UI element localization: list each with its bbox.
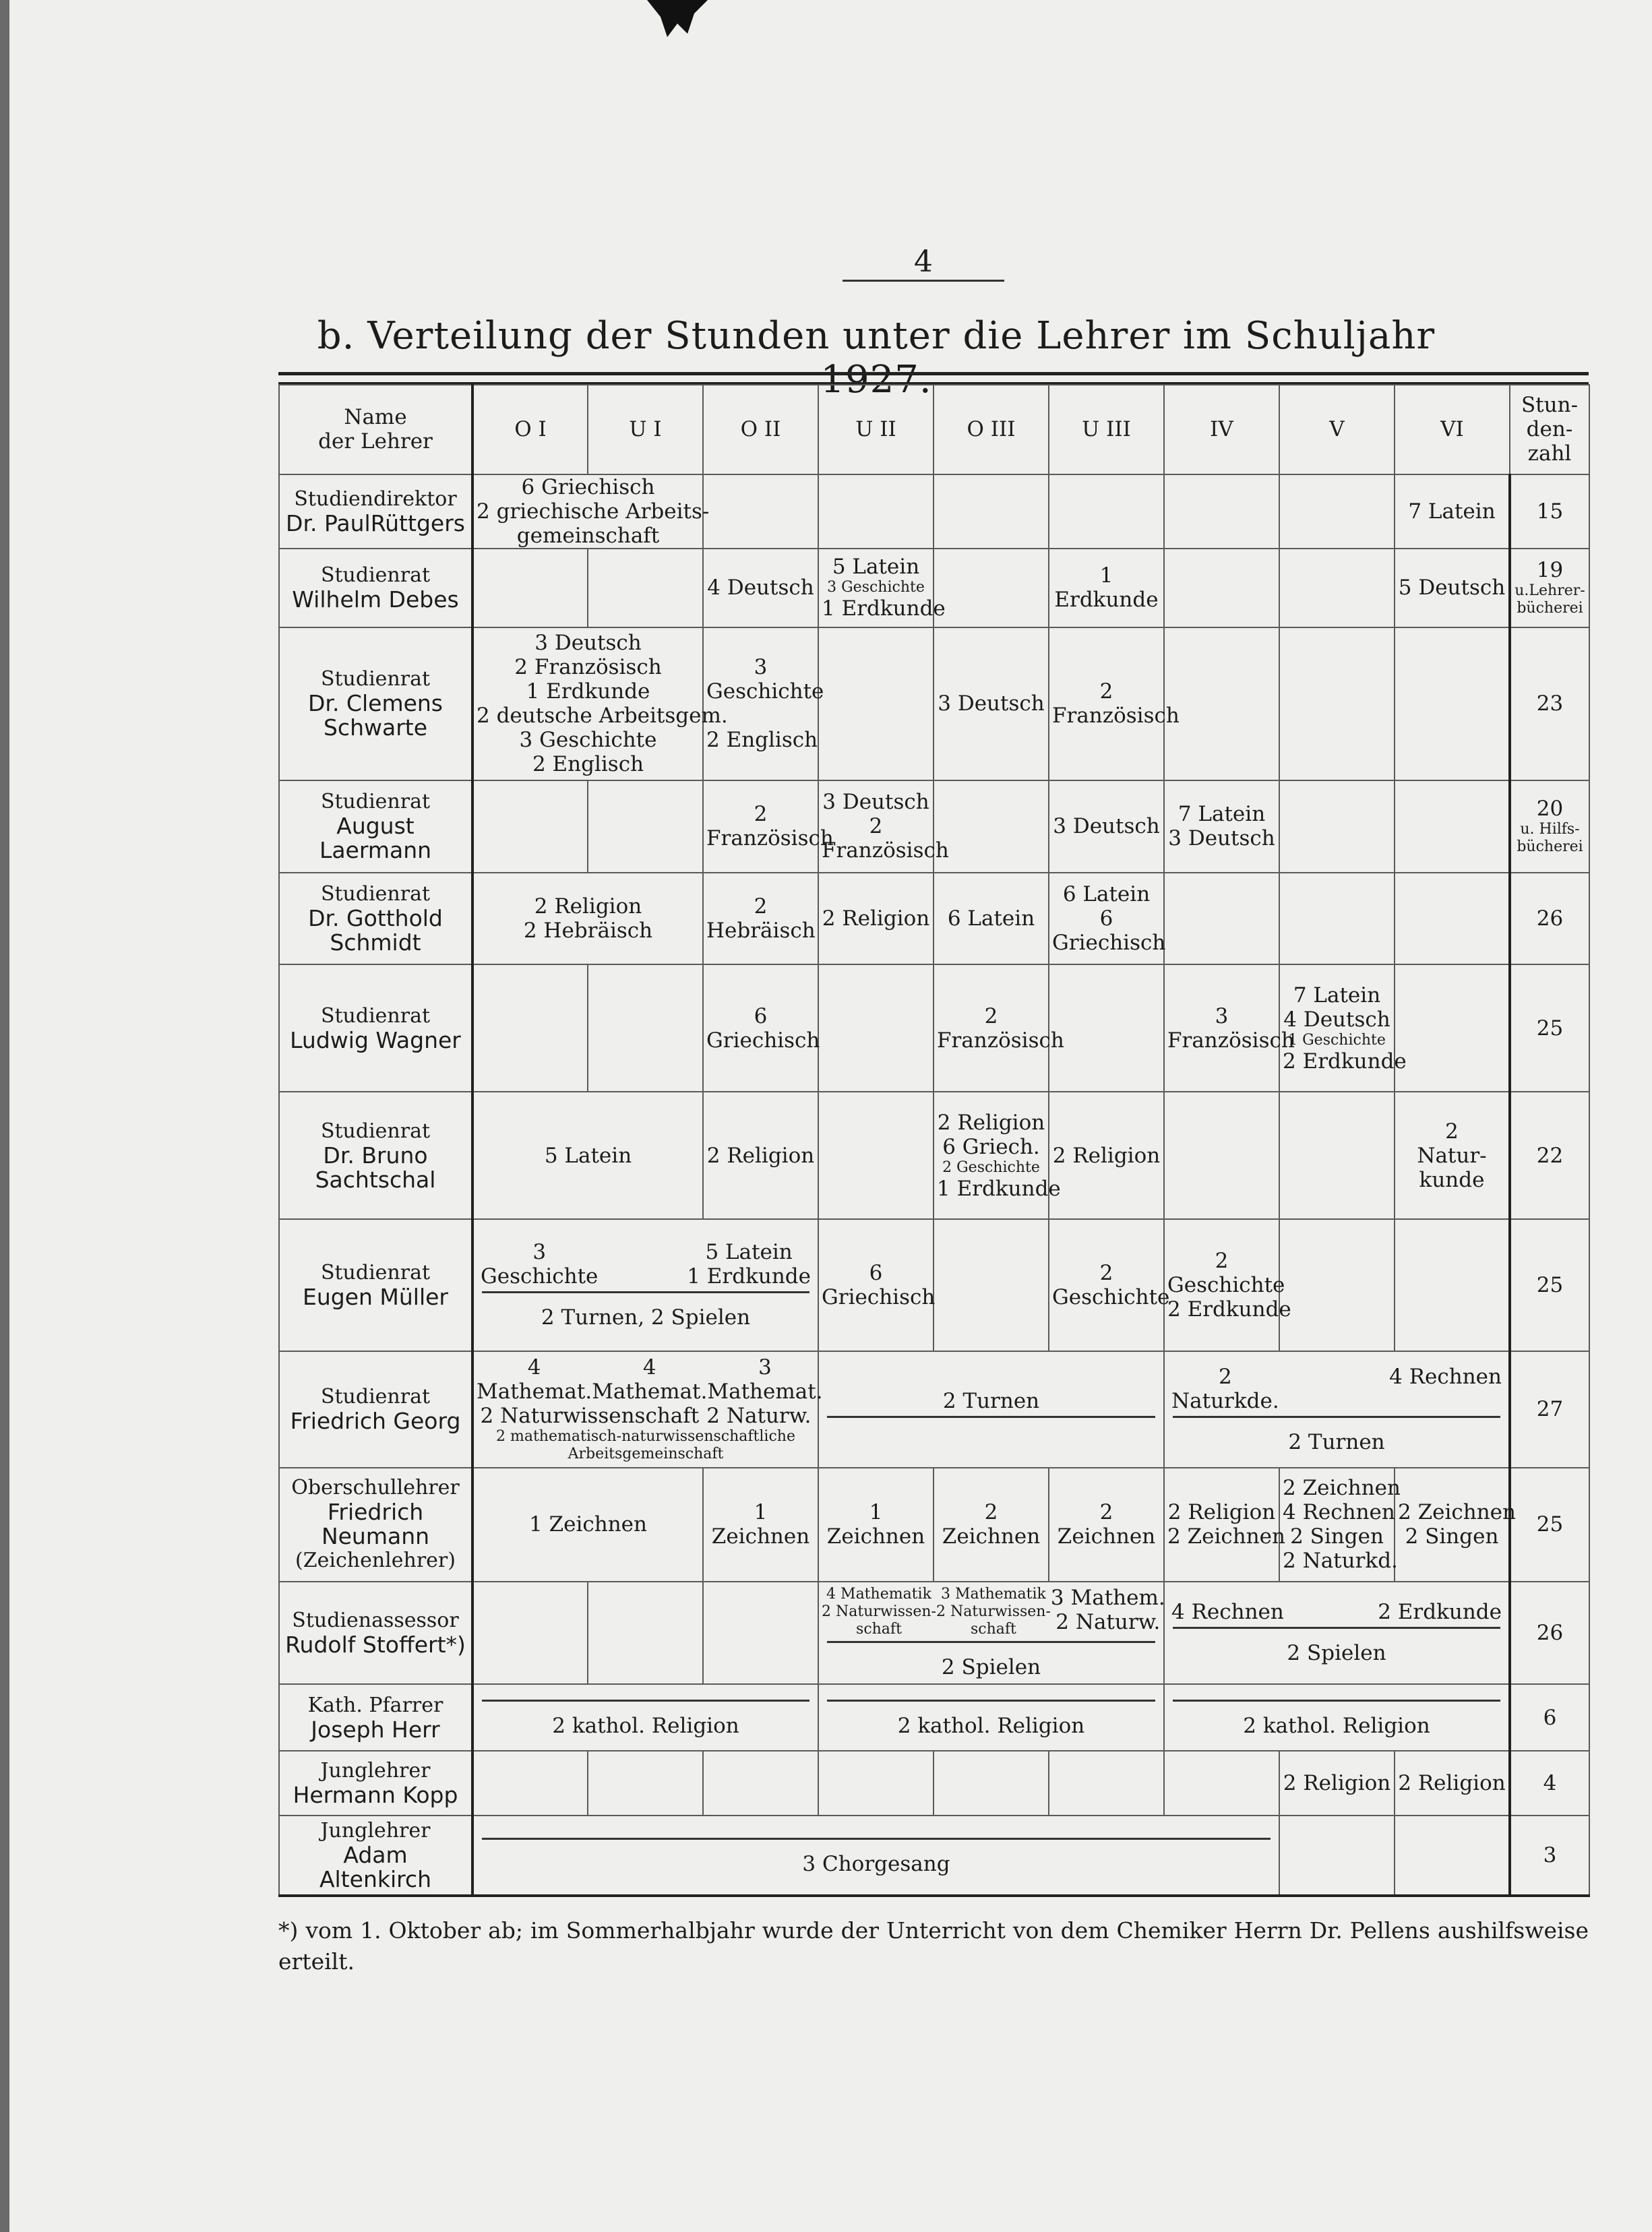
empty-cell [1279, 1219, 1395, 1351]
teacher-name-cell: Studienrat Dr. Clemens Schwarte [279, 627, 472, 780]
empty-cell [818, 964, 934, 1092]
empty-cell [1279, 1816, 1395, 1896]
empty-cell [1395, 873, 1510, 965]
empty-cell [588, 1582, 703, 1685]
empty-cell [472, 780, 588, 873]
bracket-line [1173, 1700, 1500, 1711]
lesson-cell: 1 Zeichnen [703, 1468, 818, 1582]
lesson-cell: 2 Französisch [934, 964, 1049, 1092]
teacher-name-cell: Kath. Pfarrer Joseph Herr [279, 1684, 472, 1750]
empty-cell [1049, 964, 1164, 1092]
bracket-line [827, 1700, 1155, 1711]
hours-total: 23 [1510, 627, 1589, 780]
bracket-line [827, 1416, 1155, 1427]
empty-cell [1395, 1816, 1510, 1896]
lesson-cell: 3 Geschichte 2 Englisch [703, 627, 818, 780]
bracket-line [1173, 1416, 1500, 1427]
lesson-cell: 6 Latein [934, 873, 1049, 965]
teacher-name-cell: Studienrat Dr. Gotthold Schmidt [279, 873, 472, 965]
teacher-name-cell: Studienrat Wilhelm Debes [279, 549, 472, 627]
lesson-cell: 2 Natur- kunde [1395, 1092, 1510, 1219]
lesson-cell: 2 Französisch [1049, 627, 1164, 780]
lesson-cell: 2 Religion [703, 1092, 818, 1219]
lesson-cell: 1 Zeichnen [472, 1468, 703, 1582]
teacher-row [279, 1219, 1589, 1351]
empty-cell [1279, 474, 1395, 549]
teacher-row [279, 1816, 1589, 1896]
hours-total: 26 [1510, 1582, 1589, 1685]
empty-cell [588, 1751, 703, 1816]
empty-cell [934, 1219, 1049, 1351]
lesson-cell: 1 Zeichnen [818, 1468, 934, 1582]
lesson-cell: 6 Latein 6 Griechisch [1049, 873, 1164, 965]
empty-cell [1164, 627, 1279, 780]
teacher-row [279, 627, 1589, 780]
header-name: Name der Lehrer [279, 385, 472, 474]
lesson-cell: 2 Religion 2 Zeichnen [1164, 1468, 1279, 1582]
teacher-name-cell: Studienassessor Rudolf Stoffert*) [279, 1582, 472, 1685]
empty-cell [588, 780, 703, 873]
empty-cell [1395, 780, 1510, 873]
bracket-line [482, 1291, 809, 1303]
header-class: O I [472, 385, 588, 474]
lesson-cell: 2 Religion [1395, 1751, 1510, 1816]
bracket-line [827, 1641, 1155, 1652]
empty-cell [1395, 1219, 1510, 1351]
header-class: V [1279, 385, 1395, 474]
teacher-name-cell: Oberschullehrer Friedrich Neumann (Zeichenlehrer) [279, 1468, 472, 1582]
lesson-cell: 3 Chorgesang [472, 1816, 1279, 1896]
lesson-cell: 3 Deutsch 2 Französisch [818, 780, 934, 873]
teacher-name-cell: Studienrat August Laermann [279, 780, 472, 873]
teacher-row [279, 1582, 1589, 1685]
lesson-cell: 3 Deutsch [934, 627, 1049, 780]
header-class: IV [1164, 385, 1279, 474]
empty-cell [1279, 627, 1395, 780]
lesson-cell: 2 Religion 6 Griech. 2 Geschichte 1 Erdkunde [934, 1092, 1049, 1219]
hours-total: 25 [1510, 1219, 1589, 1351]
teacher-row [279, 1351, 1589, 1468]
bracket-line [482, 1700, 809, 1711]
lesson-cell: 1 Erdkunde [1049, 549, 1164, 627]
top-double-rule [278, 372, 1589, 384]
hours-total: 22 [1510, 1092, 1589, 1219]
hours-total: 15 [1510, 474, 1589, 549]
lesson-cell: 7 Latein 4 Deutsch 1 Geschichte 2 Erdkunde [1279, 964, 1395, 1092]
teacher-name-cell: Studiendirektor Dr. PaulRüttgers [279, 474, 472, 549]
empty-cell [472, 1582, 588, 1685]
lesson-cell: 2 Turnen [818, 1351, 1164, 1468]
teacher-row [279, 1751, 1589, 1816]
empty-cell [588, 964, 703, 1092]
lesson-cell: 5 Latein 3 Geschichte 1 Erdkunde [818, 549, 934, 627]
lesson-cell: 4 Mathemat. 4 Mathemat. 3 Mathemat. 2 Naturwissenschaft 2 Naturw. 2 mathematisch-naturwissenschaftliche Arbeitsgemeinschaft [472, 1351, 818, 1468]
teacher-name-cell: Studienrat Friedrich Georg [279, 1351, 472, 1468]
empty-cell [818, 1092, 934, 1219]
empty-cell [703, 1751, 818, 1816]
empty-cell [1164, 873, 1279, 965]
lesson-cell: 2 Zeichnen 4 Rechnen 2 Singen 2 Naturkd. [1279, 1468, 1395, 1582]
empty-cell [934, 780, 1049, 873]
hours-total: 25 [1510, 1468, 1589, 1582]
empty-cell [1279, 549, 1395, 627]
empty-cell [934, 1751, 1049, 1816]
empty-cell [1164, 474, 1279, 549]
empty-cell [1049, 1751, 1164, 1816]
lesson-cell: 5 Latein [472, 1092, 703, 1219]
lesson-cell: 5 Deutsch [1395, 549, 1510, 627]
empty-cell [1279, 873, 1395, 965]
lesson-cell: 2 Religion [1279, 1751, 1395, 1816]
lesson-cell: 2 Zeichnen [934, 1468, 1049, 1582]
bracket-line [1173, 1627, 1500, 1638]
hours-total: 20 u. Hilfs- bücherei [1510, 780, 1589, 873]
lesson-cell: 6 Griechisch [818, 1219, 934, 1351]
lesson-cell: 3 Französisch [1164, 964, 1279, 1092]
lesson-cell: 4 Mathematik 2 Naturwissen- schaft 3 Mathematik 2 Naturwissen- schaft 3 Mathem. 2 Naturw. 2 Spielen [818, 1582, 1164, 1685]
lesson-cell: 2 Naturkde. 4 Rechnen 2 Turnen [1164, 1351, 1510, 1468]
teacher-row [279, 1684, 1589, 1750]
teacher-row [279, 780, 1589, 873]
hours-total: 25 [1510, 964, 1589, 1092]
empty-cell [1049, 474, 1164, 549]
lesson-cell: 2 Zeichnen 2 Singen [1395, 1468, 1510, 1582]
paper-tear-mark [647, 0, 708, 37]
lesson-cell: 3 Geschichte 5 Latein 1 Erdkunde 2 Turnen, 2 Spielen [472, 1219, 818, 1351]
lesson-cell: 6 Griechisch [703, 964, 818, 1092]
empty-cell [472, 549, 588, 627]
header-class: O II [703, 385, 818, 474]
empty-cell [1164, 1092, 1279, 1219]
lesson-cell: 4 Deutsch [703, 549, 818, 627]
teacher-row [279, 1468, 1589, 1582]
lesson-cell: 2 Zeichnen [1049, 1468, 1164, 1582]
teacher-name-cell: Junglehrer Hermann Kopp [279, 1751, 472, 1816]
lesson-cell: 4 Rechnen 2 Erdkunde 2 Spielen [1164, 1582, 1510, 1685]
hours-total: 19 u.Lehrer- bücherei [1510, 549, 1589, 627]
hours-total: 3 [1510, 1816, 1589, 1896]
lesson-cell: 2 kathol. Religion [472, 1684, 818, 1750]
teacher-row [279, 1092, 1589, 1219]
lesson-cell: 2 Französisch [703, 780, 818, 873]
teacher-name-cell: Studienrat Ludwig Wagner [279, 964, 472, 1092]
lesson-cell: 2 kathol. Religion [1164, 1684, 1510, 1750]
lesson-cell: 2 Geschichte 2 Erdkunde [1164, 1219, 1279, 1351]
header-hours: Stun- den- zahl [1510, 385, 1589, 474]
empty-cell [1164, 1751, 1279, 1816]
hours-total: 27 [1510, 1351, 1589, 1468]
teacher-name-cell: Studienrat Dr. Bruno Sachtschal [279, 1092, 472, 1219]
lesson-cell: 3 Deutsch 2 Französisch 1 Erdkunde 2 deutsche Arbeitsgem. 3 Geschichte 2 Englisch [472, 627, 703, 780]
lesson-cell: 2 Religion [1049, 1092, 1164, 1219]
empty-cell [818, 627, 934, 780]
header-class: VI [1395, 385, 1510, 474]
empty-cell [588, 549, 703, 627]
page-number: 4 [843, 246, 1004, 282]
lesson-cell: 7 Latein [1395, 474, 1510, 549]
bracket-line [482, 1838, 1271, 1849]
lesson-cell: 2 Religion [818, 873, 934, 965]
teacher-row [279, 873, 1589, 965]
empty-cell [1395, 964, 1510, 1092]
lesson-cell: 7 Latein 3 Deutsch [1164, 780, 1279, 873]
empty-cell [818, 1751, 934, 1816]
teacher-name-cell: Junglehrer Adam Altenkirch [279, 1816, 472, 1896]
teacher-name-cell: Studienrat Eugen Müller [279, 1219, 472, 1351]
lesson-cell: 2 Geschichte [1049, 1219, 1164, 1351]
teacher-row [279, 964, 1589, 1092]
empty-cell [703, 474, 818, 549]
hours-total: 6 [1510, 1684, 1589, 1750]
page-title: b. Verteilung der Stunden unter die Lehrer im Schuljahr 1927. [317, 314, 1436, 402]
header-class: U II [818, 385, 934, 474]
teacher-row [279, 549, 1589, 627]
lesson-cell: 3 Deutsch [1049, 780, 1164, 873]
empty-cell [818, 474, 934, 549]
lesson-cell: 2 Hebräisch [703, 873, 818, 965]
teacher-row [279, 474, 1589, 549]
header-class: U I [588, 385, 703, 474]
empty-cell [1164, 549, 1279, 627]
empty-cell [934, 549, 1049, 627]
hours-total: 4 [1510, 1751, 1589, 1816]
footnote: *) vom 1. Oktober ab; im Sommerhalbjahr wurde der Unterricht von dem Chemiker Herrn Dr. Pellens aushilfsweise erteilt. [278, 1917, 1589, 1975]
empty-cell [1395, 627, 1510, 780]
empty-cell [472, 964, 588, 1092]
hours-total: 26 [1510, 873, 1589, 965]
teacher-hours-table [278, 384, 1590, 1897]
empty-cell [934, 474, 1049, 549]
header-class: U III [1049, 385, 1164, 474]
lesson-cell: 6 Griechisch 2 griechische Arbeits- gemeinschaft [472, 474, 703, 549]
empty-cell [1279, 1092, 1395, 1219]
empty-cell [1279, 780, 1395, 873]
header-row [279, 385, 1589, 474]
empty-cell [703, 1582, 818, 1685]
empty-cell [472, 1751, 588, 1816]
lesson-cell: 2 Religion 2 Hebräisch [472, 873, 703, 965]
scan-edge-shadow [0, 0, 9, 2232]
lesson-cell: 2 kathol. Religion [818, 1684, 1164, 1750]
header-class: O III [934, 385, 1049, 474]
